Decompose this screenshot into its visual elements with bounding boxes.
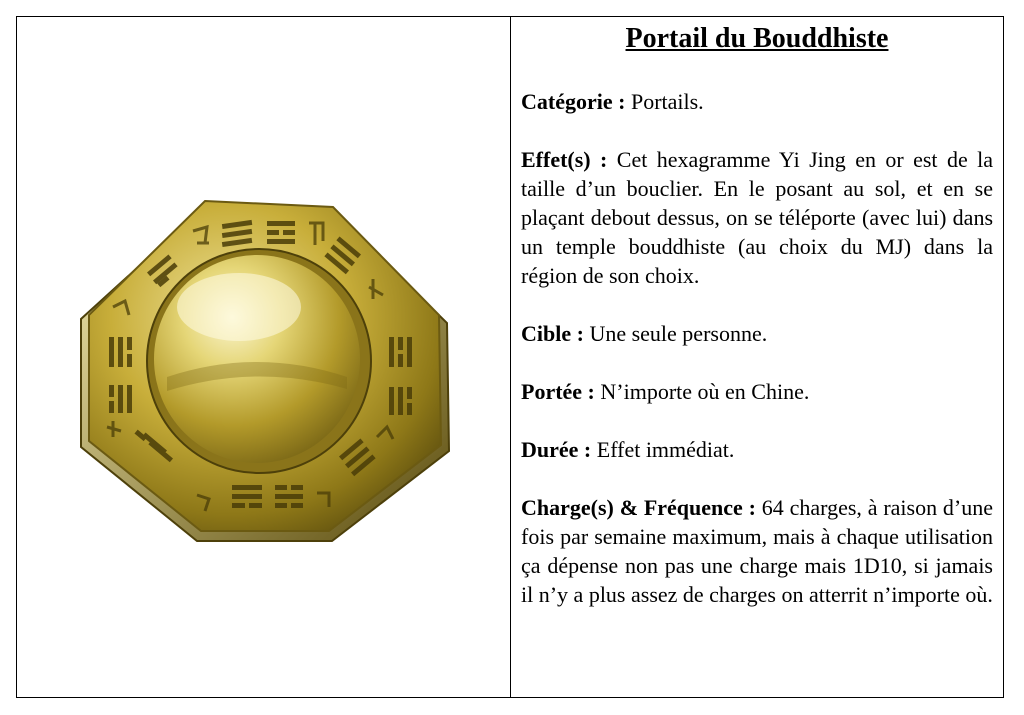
section-range [521,377,993,406]
item-image-cell [17,17,511,697]
section-text: Une seule personne. [583,321,768,346]
section-target [521,319,993,348]
section-text: Cet hexagramme Yi Jing en or est de la taille d’un bouclier. En le posant au sol, et en se plaçant debout dessus, on se téléporte (avec lui) dans un temple bouddhiste (au choix du MJ) dans la région de son choix. [521,147,993,288]
section-text: N’importe où en Chine. [594,379,810,404]
section-label: Cible : [521,321,584,346]
section-text: 64 charges, à raison d’une fois par semaine maximum, mais à chaque utilisation ça dépense non pas une charge mais 1D10, si jamais il n’y a plus assez de charges on atterrit n’importe où. [521,495,993,607]
item-description [511,17,1003,697]
section-effects [521,145,993,290]
section-label: Catégorie : [521,89,626,114]
item-title: Portail du Bouddhiste [625,23,889,54]
item-card [16,16,1004,698]
section-duration [521,435,993,464]
section-text: Portails. [625,89,704,114]
section-text: Effet immédiat. [591,437,735,462]
section-charges [521,493,993,609]
section-label: Durée : [521,437,592,462]
section-label: Effet(s) : [521,147,608,172]
bagua-mirror-icon [17,17,511,699]
mirror-highlight [177,273,301,341]
section-category [521,87,993,116]
section-label: Portée : [521,379,595,404]
section-label: Charge(s) & Fréquence : [521,495,756,520]
